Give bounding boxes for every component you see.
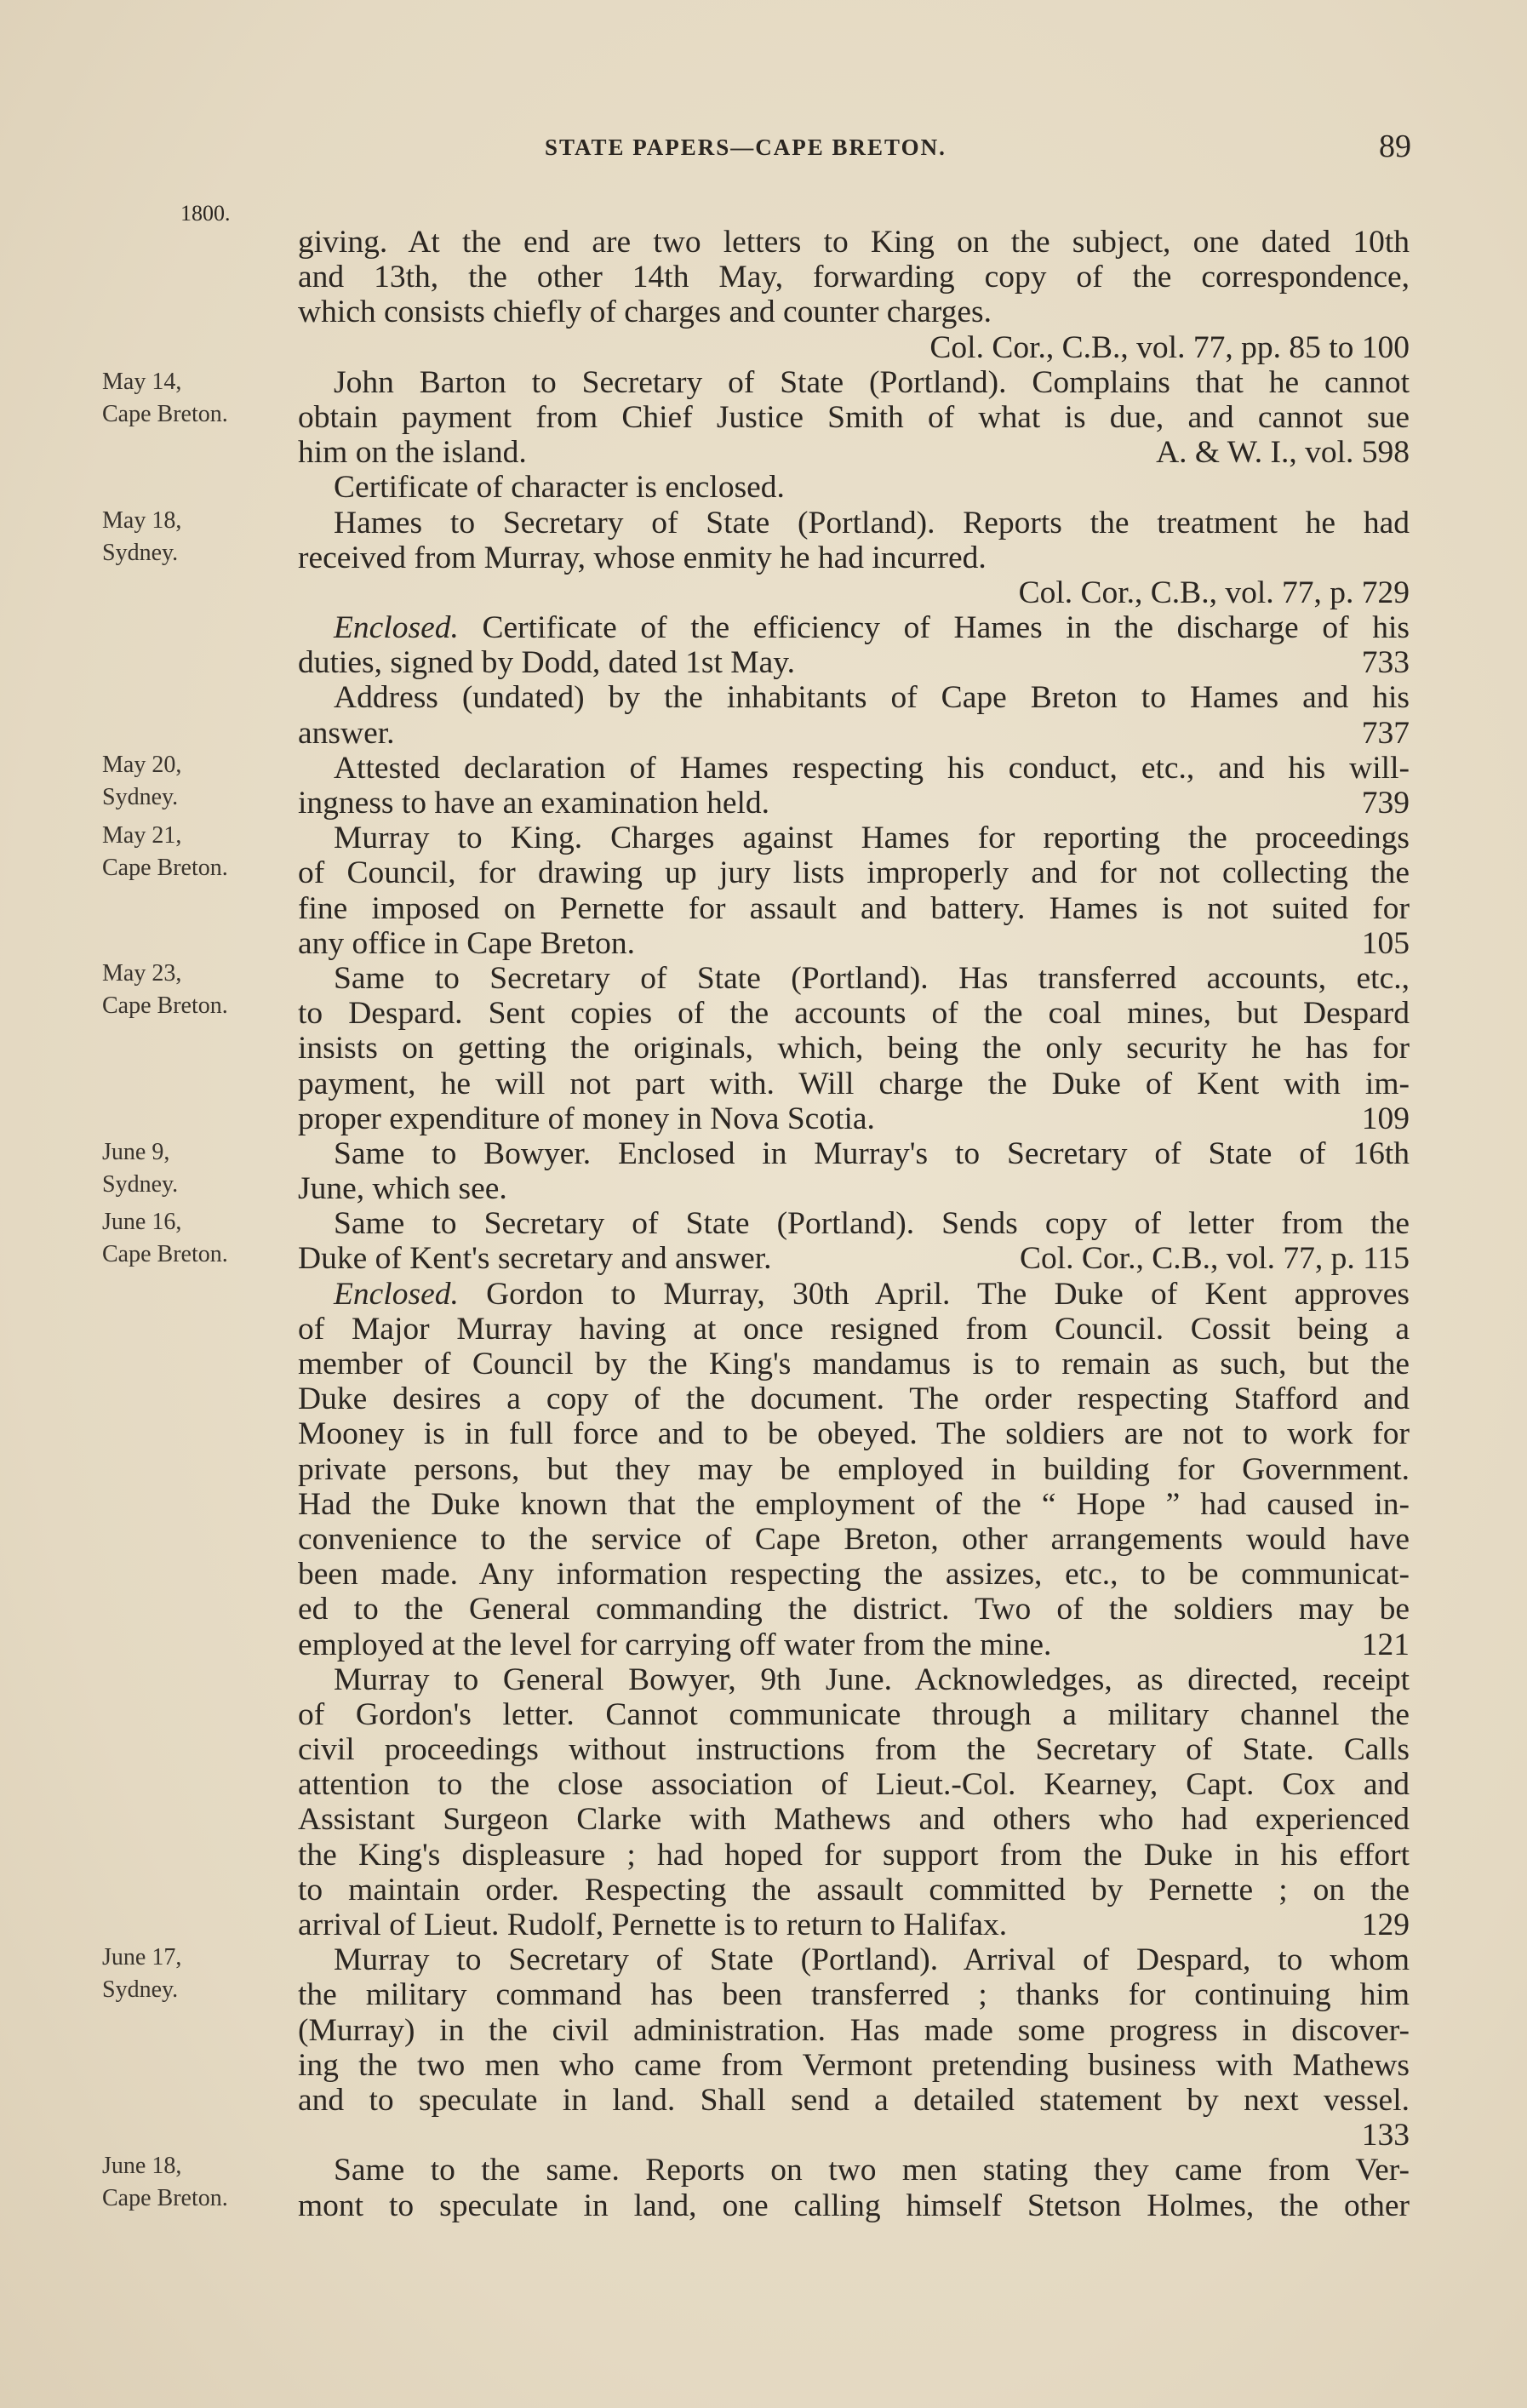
line-text: Same to Bowyer. Enclosed in Murray's to Secretary of State of 16th: [334, 1135, 1410, 1171]
line-text: the King's displeasure ; had hoped for support from the Duke in his effort: [298, 1837, 1410, 1873]
text-line: [298, 1838, 1410, 1873]
text-line: [298, 1873, 1410, 1908]
line-text: Murray to General Bowyer, 9th June. Acknowledges, as directed, receipt: [334, 1662, 1410, 1697]
line-text: mont to speculate in land, one calling himself Stetson Holmes, the other: [298, 2188, 1410, 2223]
line-text: of Gordon's letter. Cannot communicate through a military channel the: [298, 1696, 1410, 1732]
line-text: 133: [1361, 2118, 1410, 2153]
text-line: [298, 1277, 1410, 1312]
text-line: [298, 1241, 1410, 1276]
line-text: and 13th, the other 14th May, forwarding copy of the correspondence,: [298, 260, 1410, 295]
reference: 129: [1361, 1908, 1410, 1942]
line-text: to maintain order. Respecting the assault committed by Pernette ; on the: [298, 1872, 1410, 1908]
margin-note: [102, 366, 294, 431]
margin-place: Sydney.: [102, 540, 179, 566]
text-line: [298, 470, 1410, 505]
line-text: Same to Secretary of State (Portland). Sends copy of letter from the: [334, 1206, 1410, 1242]
line-text: Murray to King. Charges against Hames for reporting the proceedings: [334, 821, 1410, 856]
line-text: obtain payment from Chief Justice Smith of what is due, and cannot sue: [298, 399, 1410, 435]
line-text: the military command has been transferred ; thanks for continuing him: [298, 1977, 1410, 2013]
reference: 105: [1361, 925, 1410, 961]
line-text: Duke desires a copy of the document. The order respecting Stafford and: [298, 1381, 1410, 1417]
enclosed-label: Enclosed.: [334, 610, 459, 646]
text-line: [298, 1347, 1410, 1381]
margin-date: May 21,: [102, 822, 182, 849]
margin-date: May 20,: [102, 752, 182, 778]
margin-note: [102, 1206, 294, 1271]
body-text: [298, 225, 1410, 2223]
text-line: [298, 645, 1410, 680]
reference: 739: [1361, 786, 1410, 821]
line-text: Hames to Secretary of State (Portland). Reports the treatment he had: [334, 505, 1410, 541]
text-line: [298, 926, 1410, 961]
reference: 121: [1361, 1627, 1410, 1662]
line-text: to Despard. Sent copies of the accounts of the coal mines, but Despard: [298, 996, 1410, 1032]
line-text: of Major Murray having at once resigned from Council. Cossit being a: [298, 1311, 1410, 1347]
line-text: employed at the level for carrying off water from the mine.: [298, 1627, 1052, 1662]
line-text: Col. Cor., C.B., vol. 77, pp. 85 to 100: [929, 329, 1410, 365]
line-text: Certificate of the efficiency of Hames in the discharge of his: [458, 610, 1410, 646]
line-text: been made. Any information respecting the assizes, etc., to be communicat-: [298, 1557, 1410, 1593]
text-line: [298, 716, 1410, 751]
line-text: any office in Cape Breton.: [298, 925, 636, 961]
text-line: [298, 891, 1410, 926]
line-text: payment, he will not part with. Will charge the Duke of Kent with im-: [298, 1066, 1410, 1101]
line-text: him on the island.: [298, 435, 527, 471]
text-line: [298, 1136, 1410, 1171]
margin-place: Sydney.: [102, 1976, 179, 2003]
margin-date: June 9,: [102, 1139, 170, 1165]
enclosed-label: Enclosed.: [334, 1276, 459, 1312]
line-text: convenience to the service of Cape Breton, other arrangements would have: [298, 1521, 1410, 1557]
text-line: [298, 1067, 1410, 1101]
line-text: fine imposed on Pernette for assault and battery. Hames is not suited for: [298, 890, 1410, 926]
text-line: [298, 1767, 1410, 1802]
text-line: [298, 1522, 1410, 1557]
text-line: [298, 1381, 1410, 1416]
text-line: [298, 1557, 1410, 1592]
line-text: Duke of Kent's secretary and answer.: [298, 1241, 772, 1277]
line-text: ingness to have an examination held.: [298, 786, 770, 821]
line-text: ed to the General commanding the district. Two of the soldiers may be: [298, 1592, 1410, 1627]
line-text: giving. At the end are two letters to King on the subject, one dated 10th: [298, 225, 1410, 260]
text-line: [298, 996, 1410, 1031]
text-line: [298, 751, 1410, 786]
line-text: private persons, but they may be employed in building for Government.: [298, 1451, 1410, 1487]
text-line: [298, 1171, 1410, 1206]
line-text: Attested declaration of Hames respecting his conduct, etc., and his will-: [334, 750, 1410, 786]
text-line: [298, 1312, 1410, 1347]
margin-date: June 17,: [102, 1944, 182, 1970]
line-text: Assistant Surgeon Clarke with Mathews and others who had experienced: [298, 1802, 1410, 1838]
text-line: [298, 855, 1410, 890]
margin-note: [102, 1942, 294, 2006]
margin-date: May 14,: [102, 369, 182, 395]
text-line: [298, 1416, 1410, 1451]
text-line: [298, 1627, 1410, 1662]
text-line: [298, 365, 1410, 400]
text-line: [298, 1802, 1410, 1837]
reference: 109: [1361, 1101, 1410, 1136]
line-text: (Murray) in the civil administration. Has made some progress in discover-: [298, 2012, 1410, 2048]
text-line: [298, 786, 1410, 821]
line-text: John Barton to Secretary of State (Portland). Complains that he cannot: [334, 364, 1410, 400]
line-text: received from Murray, whose enmity he had incurred.: [298, 540, 987, 575]
text-line: [298, 2048, 1410, 2083]
line-text: Same to the same. Reports on two men stating they came from Ver-: [334, 2153, 1410, 2188]
margin-date: June 16,: [102, 1209, 182, 1235]
line-text: Col. Cor., C.B., vol. 77, p. 729: [1018, 575, 1410, 610]
text-line: [298, 1031, 1410, 1066]
line-text: which consists chiefly of charges and counter charges.: [298, 295, 992, 330]
text-line: [298, 541, 1410, 575]
line-text: insists on getting the originals, which, being the only security he has for: [298, 1031, 1410, 1067]
text-line: [298, 1452, 1410, 1487]
margin-place: Cape Breton.: [102, 855, 228, 881]
line-text: June, which see.: [298, 1171, 507, 1207]
line-text: duties, signed by Dodd, dated 1st May.: [298, 645, 795, 681]
line-text: Mooney is in full force and to be obeyed. The soldiers are not to work for: [298, 1416, 1410, 1452]
text-line: [298, 506, 1410, 541]
text-line: [298, 1942, 1410, 1977]
text-line: [298, 1908, 1410, 1942]
margin-place: Cape Breton.: [102, 2185, 228, 2211]
reference: Col. Cor., C.B., vol. 77, p. 115: [1019, 1241, 1410, 1277]
text-line: [298, 1732, 1410, 1767]
margin-note: [102, 958, 294, 1022]
line-text: answer.: [298, 715, 395, 751]
text-line: [298, 1697, 1410, 1732]
text-line: [298, 610, 1410, 645]
reference: 737: [1361, 715, 1410, 751]
margin-place: Cape Breton.: [102, 1241, 228, 1267]
year-marker: 1800.: [180, 201, 231, 226]
line-text: Gordon to Murray, 30th April. The Duke of Kent approves: [458, 1276, 1410, 1312]
margin-note: [102, 820, 294, 884]
margin-date: May 23,: [102, 960, 182, 987]
line-text: Certificate of character is enclosed.: [334, 470, 785, 506]
margin-place: Sydney.: [102, 784, 179, 810]
text-line: [298, 961, 1410, 996]
line-text: civil proceedings without instructions from the Secretary of State. Calls: [298, 1732, 1410, 1768]
margin-date: May 18,: [102, 507, 182, 534]
line-text: and to speculate in land. Shall send a detailed statement by next vessel.: [298, 2082, 1410, 2118]
line-text: arrival of Lieut. Rudolf, Pernette is to return to Halifax.: [298, 1908, 1008, 1942]
running-header: STATE PAPERS—CAPE BRETON.: [545, 134, 947, 160]
line-text: of Council, for drawing up jury lists improperly and for not collecting the: [298, 855, 1410, 891]
text-line: [298, 295, 1410, 329]
line-text: proper expenditure of money in Nova Scotia.: [298, 1101, 875, 1136]
margin-place: Cape Breton.: [102, 992, 228, 1019]
page-number: 89: [1379, 129, 1411, 164]
text-line: [298, 2118, 1410, 2153]
text-line: [298, 1977, 1410, 2012]
text-line: [298, 680, 1410, 715]
text-line: [298, 821, 1410, 855]
margin-note: [102, 505, 294, 569]
line-text: member of Council by the King's mandamus is to remain as such, but the: [298, 1347, 1410, 1381]
line-text: Address (undated) by the inhabitants of Cape Breton to Hames and his: [334, 680, 1410, 716]
text-line: [298, 1101, 1410, 1136]
text-line: [298, 1487, 1410, 1522]
reference: 733: [1361, 645, 1410, 681]
text-line: [298, 1592, 1410, 1627]
text-line: [298, 400, 1410, 435]
margin-note: [102, 1136, 294, 1201]
line-text: attention to the close association of Lieut.-Col. Kearney, Capt. Cox and: [298, 1767, 1410, 1803]
margin-date: June 18,: [102, 2153, 182, 2179]
line-text: Had the Duke known that the employment of the “ Hope ” had caused in-: [298, 1486, 1410, 1522]
text-line: [298, 330, 1410, 365]
margin-note: [102, 2150, 294, 2215]
text-line: [298, 435, 1410, 470]
text-line: [298, 2153, 1410, 2188]
text-line: [298, 260, 1410, 295]
line-text: ing the two men who came from Vermont pretending business with Mathews: [298, 2047, 1410, 2083]
text-line: [298, 1206, 1410, 1241]
text-line: [298, 2083, 1410, 2118]
margin-place: Sydney.: [102, 1171, 179, 1198]
text-line: [298, 2013, 1410, 2048]
text-line: [298, 575, 1410, 610]
line-text: Murray to Secretary of State (Portland). Arrival of Despard, to whom: [334, 1942, 1410, 1978]
margin-place: Cape Breton.: [102, 401, 228, 427]
reference: A. & W. I., vol. 598: [1156, 435, 1410, 471]
line-text: Same to Secretary of State (Portland). Has transferred accounts, etc.,: [334, 960, 1410, 996]
text-line: [298, 1662, 1410, 1697]
margin-note: [102, 749, 294, 814]
text-line: [298, 225, 1410, 260]
text-line: [298, 2188, 1410, 2223]
